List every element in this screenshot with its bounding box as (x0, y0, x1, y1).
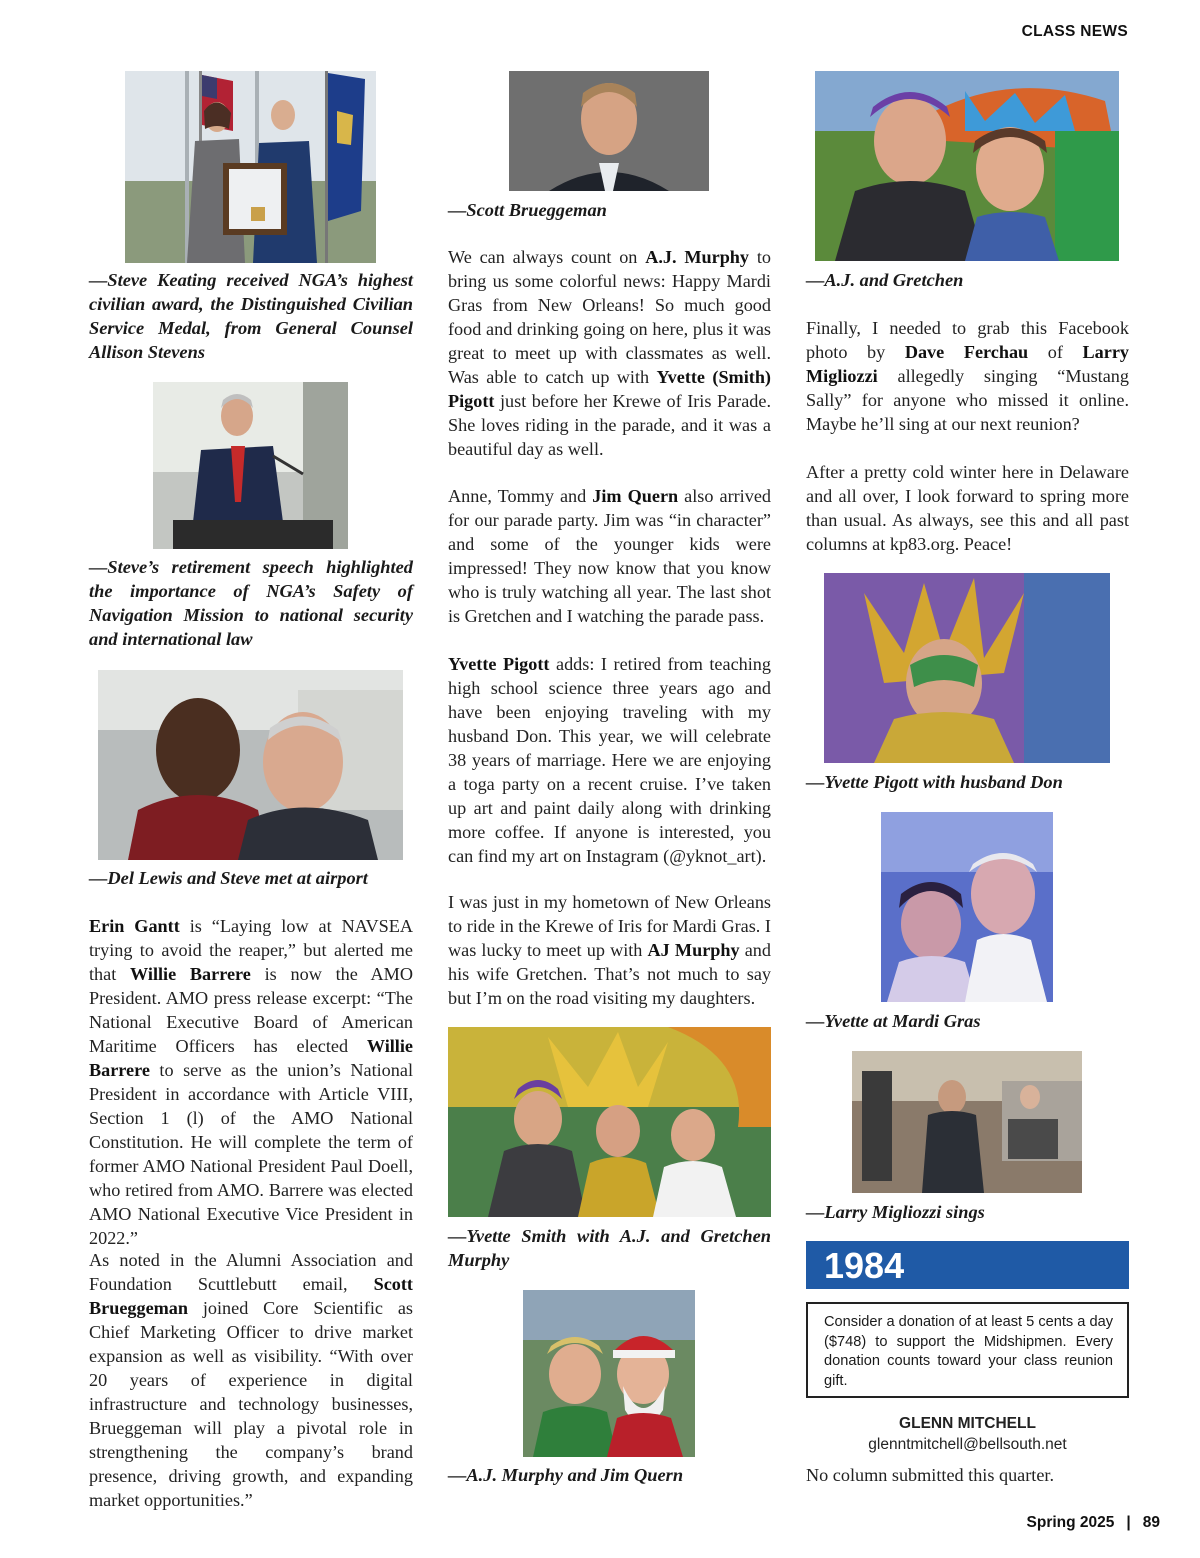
photo-award-ceremony (125, 71, 376, 263)
class-correspondent-name: GLENN MITCHELL (899, 1415, 1036, 1432)
photo-retirement-speech (153, 382, 348, 549)
name-jim-quern: Jim Quern (592, 486, 679, 506)
caption-larry-sings: —Larry Migliozzi sings (806, 1202, 985, 1222)
photo-mardi-gras-group (448, 1027, 771, 1217)
name-scott-brueggeman: Scott Brueggeman (89, 1274, 413, 1318)
paragraph-yvette-pigott: Yvette Pigott adds: I retired from teaching high school science three years ago and have been enjoying traveling with my husband Don. This year, we will celebrate 38 years of marriage. Here we are enjoying a toga party on a recent cruise. I’ve taken up art and paint daily along with drinking more coffee. If anyone is interested, you can find my art on Instagram (@yknot_art). (448, 654, 771, 866)
name-yvette-smith-pigott: Yvette (Smith) Pigott (448, 367, 771, 411)
donation-note-box: Consider a donation of at least 5 cents a day ($748) to support the Midshipmen. Every donation counts toward your class reunion gift. (806, 1302, 1129, 1398)
paragraph-new-orleans: I was just in my hometown of New Orleans to ride in the Krewe of Iris for Mardi Gras. I was lucky to meet up with AJ Murphy and his wife Gretchen. That’s not much to say but I’m on the road visiting my daughters. (448, 892, 771, 1008)
paragraph-aj-murphy: We can always count on A.J. Murphy to bring us some colorful news: Happy Mardi Gras from New Orleans! So much good food and drinking going on here, plus it was great to meet up with classmates as well. Was able to catch up with Yvette (Smith) Pigott just before her Krewe of Iris Parade. She loves riding in the parade, and it was a beautiful day as well. (448, 247, 771, 459)
photo-yvette-don (824, 573, 1110, 763)
caption-yvette-aj-gretchen: —Yvette Smith with A.J. and Gretchen Murphy (448, 1226, 771, 1270)
caption-scott: —Scott Brueggeman (448, 200, 607, 220)
name-aj-murphy-2: AJ Murphy (647, 940, 740, 960)
name-yvette-pigott: Yvette Pigott (448, 654, 550, 674)
issue-label: Spring 2025 (1026, 1514, 1115, 1531)
page-footer (1027, 1514, 1160, 1532)
caption-airport: —Del Lewis and Steve met at airport (89, 868, 368, 888)
caption-aj-gretchen: —A.J. and Gretchen (806, 270, 964, 290)
photo-aj-gretchen (815, 71, 1119, 261)
paragraph-jim-quern: Anne, Tommy and Jim Quern also arrived for our parade party. Jim was “in character” and some of the younger kids were impressed! They now know that you know who is truly watching all year. The last shot is Gretchen and I watching the parade pass. (448, 486, 771, 626)
name-aj-murphy: A.J. Murphy (645, 247, 750, 267)
paragraph-willie-barrere: Erin Gantt is “Laying low at NAVSEA trying to avoid the reaper,” but alerted me that Willie Barrere is now the AMO President. AMO press release excerpt: “The National Executive Board of American Maritime Officers has elected Willie Barrere to serve as the union’s National President in accordance with Article VIII, Section 1 (l) of the AMO National Constitution. He will complete the term of former AMO National President Paul Doell, who retired from AMO. Barrere was elected AMO National Executive Vice President in 2022.” (89, 916, 413, 1248)
class-correspondent-email[interactable]: glenntmitchell@bellsouth.net (868, 1436, 1067, 1453)
paragraph-larry-migliozzi: Finally, I needed to grab this Facebook photo by Dave Ferchau of Larry Migliozzi allegedly singing “Mustang Sally” for anyone who missed it online. Maybe he’ll sing at our next reunion? (806, 318, 1129, 434)
paragraph-closing: After a pretty cold winter here in Delaware and all over, I look forward to spring more than usual. As always, see this and all past columns at kp83.org. Peace! (806, 462, 1129, 554)
caption-aj-jim: —A.J. Murphy and Jim Quern (448, 1465, 684, 1485)
photo-airport-selfie (98, 670, 403, 860)
photo-scott-brueggeman (509, 71, 709, 191)
caption-award: —Steve Keating received NGA’s highest civilian award, the Distinguished Civilian Service Medal, from General Counsel Allison Stevens (89, 270, 413, 362)
paragraph-scott-brueggeman: As noted in the Alumni Association and Foundation Scuttlebutt email, Scott Brueggeman joined Core Scientific as Chief Marketing Officer to drive market expansion as well as visibility. “With over 20 years of experience in digital infrastructure and technology businesses, Brueggeman will play a pivotal role in strengthening the company’s brand presence, driving growth, and expanding market opportunities.” (89, 1250, 413, 1510)
name-willie-barrere: Willie Barrere (130, 964, 251, 984)
caption-yvette-mardi-gras: —Yvette at Mardi Gras (806, 1011, 981, 1031)
name-larry-migliozzi: Larry Migliozzi (806, 342, 1129, 386)
photo-larry-sings (852, 1051, 1082, 1193)
page-number: 89 (1142, 1514, 1160, 1531)
name-willie-barrere-2: Willie Barrere (89, 1036, 413, 1080)
caption-retirement: —Steve’s retirement speech highlighted the importance of NGA’s Safety of Navigation Mission to national security and international law (89, 557, 413, 649)
footer-divider: | (1126, 1514, 1131, 1531)
name-dave-ferchau: Dave Ferchau (904, 342, 1029, 362)
column-status-note: No column submitted this quarter. (806, 1465, 1055, 1485)
section-header: CLASS NEWS (1021, 23, 1128, 40)
class-year-banner: 1984 (806, 1241, 1129, 1289)
photo-aj-jim-quern (523, 1290, 695, 1457)
name-erin-gantt: Erin Gantt (89, 916, 180, 936)
photo-yvette-mardi-gras (881, 812, 1053, 1002)
caption-yvette-don: —Yvette Pigott with husband Don (806, 772, 1063, 792)
